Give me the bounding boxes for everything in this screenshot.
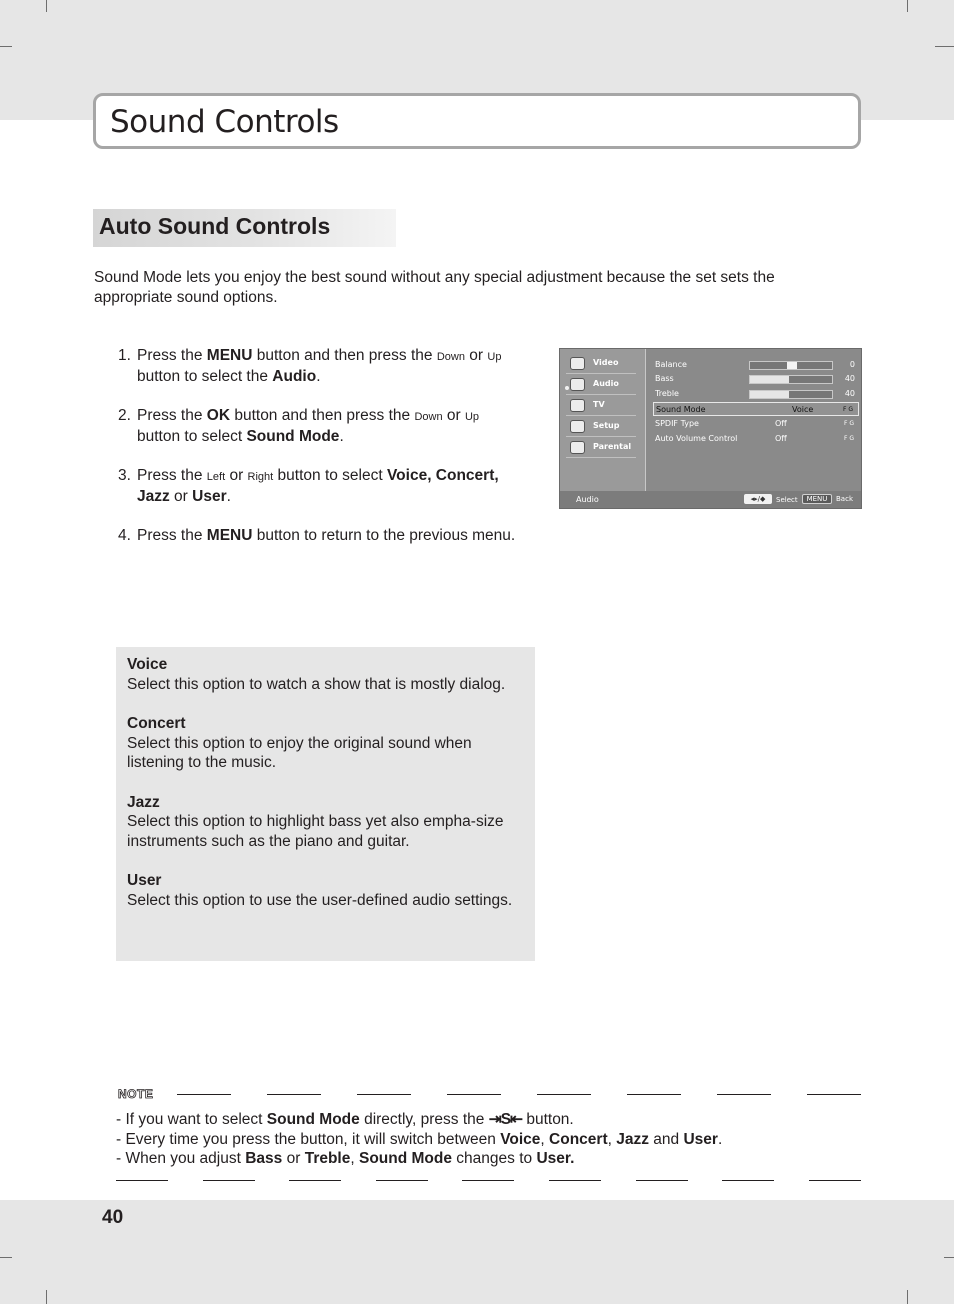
- divider-dash: [722, 1180, 774, 1181]
- step-text: or: [225, 467, 248, 484]
- step-item: [118, 526, 518, 546]
- osd-screenshot: [559, 348, 862, 509]
- divider-dash: [289, 1180, 341, 1181]
- mode-description: [127, 714, 527, 773]
- note-text: .: [717, 1130, 723, 1148]
- step-text: button to select: [137, 428, 247, 445]
- divider-dash: [177, 1094, 231, 1095]
- setup-icon: [570, 420, 585, 433]
- up-button-label: Up: [464, 411, 480, 423]
- note-text: - If you want to select: [116, 1111, 267, 1128]
- osd-row-treble: [653, 387, 859, 401]
- osd-nav-label: TV: [593, 400, 605, 409]
- osd-row-label: Balance: [655, 360, 687, 369]
- osd-row-value: Voice: [792, 405, 814, 414]
- treble-bar: [749, 390, 833, 399]
- divider-dash: [717, 1094, 771, 1095]
- note-text: ,: [540, 1130, 550, 1148]
- osd-row-label: Sound Mode: [656, 405, 706, 414]
- divider-dash: [809, 1180, 861, 1181]
- divider-dash: [376, 1180, 428, 1181]
- note-key: Jazz: [616, 1130, 649, 1148]
- osd-nav-video: [566, 354, 636, 374]
- step-text: button to select the: [137, 368, 273, 385]
- note-text: button.: [522, 1111, 574, 1128]
- osd-status-back: Back: [836, 495, 853, 503]
- note-text: and: [649, 1130, 684, 1148]
- sound-mode-descriptions: [116, 647, 535, 961]
- note-key: User: [683, 1130, 718, 1148]
- note-line: [116, 1110, 876, 1130]
- down-button-label: Down: [436, 351, 465, 363]
- mode-name: Voice: [127, 656, 168, 673]
- osd-row-label: Bass: [655, 374, 674, 383]
- audio-icon: [570, 378, 585, 391]
- parental-icon: [570, 441, 585, 454]
- osd-nav-label: Parental: [593, 442, 632, 451]
- step-text: button and then press the: [230, 407, 415, 424]
- mode-text: Select this option to watch a show that is mostly dialog.: [127, 675, 506, 693]
- step-text: button and then press the: [252, 347, 437, 364]
- osd-row-label: Auto Volume Control: [655, 434, 738, 443]
- osd-nav-audio: [566, 375, 636, 395]
- bottom-band: [0, 1200, 954, 1304]
- osd-row-spdif: [653, 417, 859, 431]
- down-button-label: Down: [414, 411, 443, 423]
- osd-nav-tv: [566, 396, 636, 416]
- step-text: button to select: [273, 467, 387, 484]
- step-key: Audio: [272, 368, 317, 385]
- step-item: [118, 406, 518, 447]
- step-text: Press the: [137, 467, 207, 484]
- balance-bar: [749, 361, 833, 370]
- bass-bar: [749, 375, 833, 384]
- step-key: MENU: [206, 527, 253, 544]
- divider-dash: [203, 1180, 255, 1181]
- divider-dash: [462, 1180, 514, 1181]
- page-number: 40: [102, 1207, 124, 1228]
- page-title-box: [93, 93, 861, 149]
- note-line: [116, 1130, 876, 1150]
- osd-status-select: Select: [776, 496, 798, 504]
- osd-nav-label: Video: [593, 358, 619, 367]
- osd-nav-parental: [566, 438, 636, 458]
- osd-row-auto-volume: [653, 432, 859, 446]
- note-key: Voice: [500, 1130, 541, 1148]
- step-number: 2.: [118, 407, 131, 424]
- section-heading-bar: [93, 209, 396, 247]
- osd-row-value: 40: [844, 374, 855, 383]
- divider-dash: [627, 1094, 681, 1095]
- step-text: .: [316, 368, 321, 385]
- section-heading: Auto Sound Controls: [99, 213, 331, 239]
- osd-row-label: Treble: [655, 389, 679, 398]
- note-key: Treble: [304, 1150, 351, 1167]
- mode-text: Select this option to use the user-defined audio settings.: [127, 891, 513, 909]
- osd-row-bass: [653, 372, 859, 386]
- osd-row-hint: F G: [843, 435, 854, 442]
- mode-text: Select this option to enjoy the original sound when listening to the music.: [127, 734, 472, 771]
- osd-status-section: Audio: [576, 495, 599, 504]
- selected-dot-icon: [565, 386, 569, 390]
- crop-mark: [0, 46, 12, 47]
- osd-menu-key: MENU: [802, 494, 832, 504]
- step-key: Voice, Concert, Jazz: [137, 467, 499, 505]
- crop-mark: [46, 1290, 47, 1304]
- divider-dash: [116, 1180, 168, 1181]
- balance-knob: [787, 362, 797, 369]
- note-key: Bass: [245, 1150, 283, 1167]
- right-button-label: Right: [247, 471, 274, 483]
- osd-row-value: Off: [775, 434, 787, 443]
- step-text: or: [442, 407, 465, 424]
- note-key: Concert: [549, 1130, 608, 1148]
- osd-row-hint: F G: [843, 420, 854, 427]
- step-key: Sound Mode: [246, 428, 340, 445]
- osd-row-value: 40: [844, 389, 855, 398]
- osd-nav-setup: [566, 417, 636, 437]
- step-text: Press the: [137, 407, 207, 424]
- osd-row-hint: F G: [842, 406, 853, 413]
- osd-nav-label: Audio: [593, 379, 619, 388]
- arrows-icon: ◂▸/◆: [744, 494, 772, 504]
- divider-dash: [807, 1094, 861, 1095]
- step-text: .: [339, 428, 344, 445]
- note-line: [116, 1149, 876, 1169]
- mode-description: [127, 793, 527, 852]
- up-button-label: Up: [487, 351, 502, 363]
- note-text: or: [282, 1150, 305, 1167]
- note-text: changes to: [452, 1150, 537, 1167]
- step-key: OK: [206, 407, 231, 424]
- osd-row-balance: [653, 358, 859, 372]
- note-text: ,: [350, 1150, 359, 1167]
- divider-dash: [549, 1180, 601, 1181]
- divider-dash: [357, 1094, 411, 1095]
- note-key: Sound Mode: [359, 1150, 452, 1167]
- divider-dash: [636, 1180, 688, 1181]
- bass-fill: [750, 376, 789, 383]
- mode-name: Concert: [127, 715, 186, 732]
- step-text: .: [226, 488, 231, 505]
- steps-list: [118, 346, 518, 565]
- mode-description: [127, 655, 527, 694]
- sound-mode-button-icon: ⇥S⇤: [488, 1111, 523, 1128]
- mode-name: User: [127, 872, 162, 889]
- mode-description: [127, 871, 527, 910]
- crop-mark: [907, 0, 908, 12]
- osd-row-sound-mode: [653, 402, 859, 416]
- step-key: MENU: [206, 347, 253, 364]
- intro-paragraph: Sound Mode lets you enjoy the best sound without any special adjustment because the set sets the appropriate sound options.: [94, 269, 775, 306]
- osd-row-label: SPDIF Type: [655, 419, 699, 428]
- divider-dash: [537, 1094, 591, 1095]
- note-text: - Every time you press the button, it will switch between: [116, 1130, 501, 1148]
- note-text: directly, press the: [359, 1111, 489, 1128]
- step-text: or: [169, 488, 193, 505]
- step-text: Press the: [137, 347, 207, 364]
- step-key: User: [192, 488, 227, 505]
- note-key: User.: [536, 1150, 575, 1167]
- osd-sidebar: [560, 349, 646, 491]
- step-text: Press the: [137, 527, 207, 544]
- tv-icon: [570, 399, 585, 412]
- note-text: - When you adjust: [116, 1150, 246, 1167]
- crop-mark: [0, 1257, 12, 1258]
- note-key: Sound Mode: [266, 1111, 360, 1128]
- crop-mark: [46, 0, 47, 12]
- step-number: 1.: [118, 347, 131, 364]
- note-list: [116, 1110, 876, 1169]
- step-text: button to return to the previous menu.: [252, 527, 516, 544]
- divider-dash: [447, 1094, 501, 1095]
- treble-fill: [750, 391, 789, 398]
- crop-mark: [935, 46, 954, 47]
- osd-nav-label: Setup: [593, 421, 620, 430]
- step-item: [118, 346, 518, 387]
- left-button-label: Left: [206, 471, 226, 483]
- step-text: or: [464, 347, 488, 364]
- osd-row-value: 0: [849, 360, 855, 369]
- video-icon: [570, 357, 585, 370]
- page-title: Sound Controls: [110, 104, 339, 140]
- mode-text: Select this option to highlight bass yet also empha-size instruments such as the piano and guitar.: [127, 813, 504, 850]
- step-number: 3.: [118, 467, 131, 484]
- crop-mark: [907, 1290, 908, 1304]
- crop-mark: [944, 1257, 954, 1258]
- divider-dash: [267, 1094, 321, 1095]
- step-item: [118, 466, 518, 507]
- osd-row-value: Off: [775, 419, 787, 428]
- note-label: NOTE: [118, 1087, 154, 1101]
- osd-status-bar: [560, 491, 861, 508]
- note-text: ,: [607, 1130, 617, 1148]
- mode-name: Jazz: [127, 793, 160, 811]
- step-number: 4.: [118, 527, 131, 544]
